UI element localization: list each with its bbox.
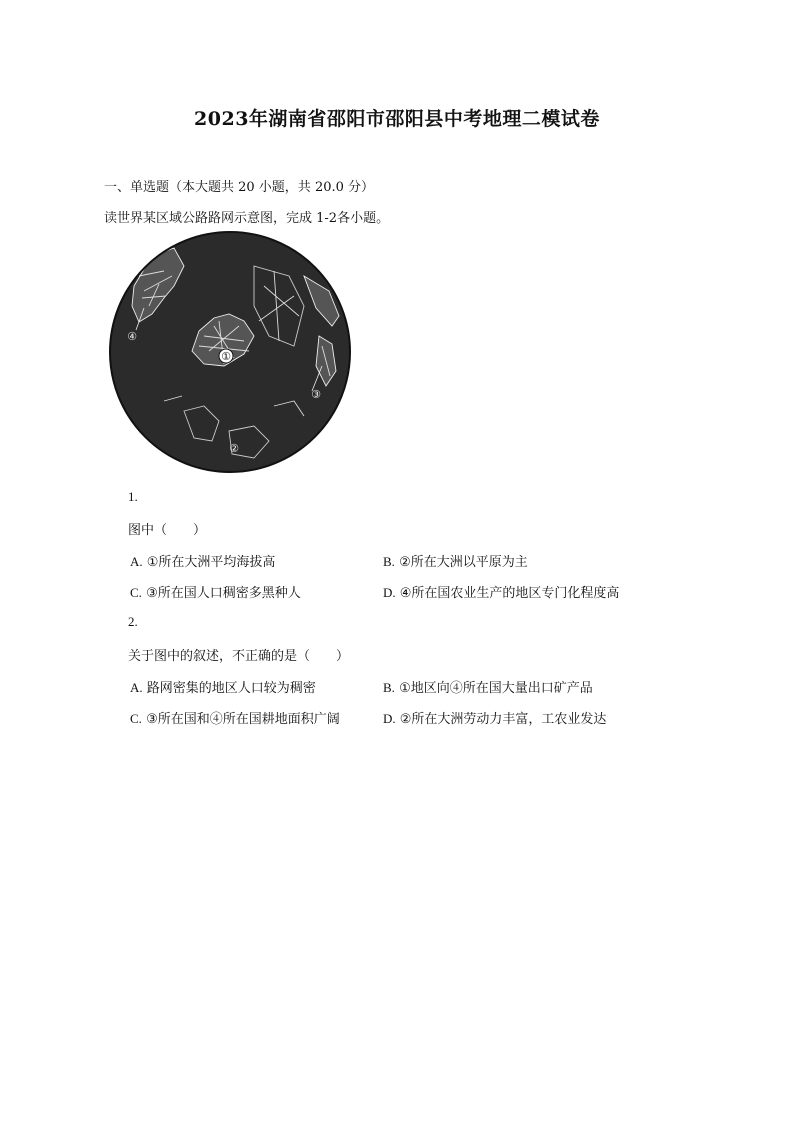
option-text: ③所在国和④所在国耕地面积广阔 — [146, 712, 340, 727]
option-text: ①地区向④所在国大量出口矿产品 — [399, 681, 593, 696]
q2-option-b[interactable] — [383, 677, 593, 696]
road-network-globe-map — [104, 226, 356, 478]
option-text: ④所在国农业生产的地区专门化程度高 — [399, 586, 620, 601]
option-label: D. — [383, 585, 396, 600]
option-label: C. — [130, 585, 142, 600]
option-text: ①所在大洲平均海拔高 — [146, 555, 276, 570]
q1-option-c[interactable] — [130, 582, 301, 601]
q2-option-c[interactable] — [130, 708, 340, 727]
option-text: ③所在国人口稠密多黑种人 — [146, 586, 301, 601]
option-label: A. — [130, 680, 143, 695]
q2-option-d[interactable] — [383, 708, 606, 727]
option-label: D. — [383, 711, 396, 726]
option-label: A. — [130, 554, 143, 569]
question-2-stem: 关于图中的叙述，不正确的是（ ） — [128, 649, 350, 664]
option-label: B. — [383, 554, 395, 569]
marker-2: ② — [229, 442, 239, 455]
question-2-number: 2. — [128, 614, 138, 629]
q1-option-d[interactable] — [383, 582, 619, 601]
marker-1: ① — [221, 350, 231, 363]
option-text: 路网密集的地区人口较为稠密 — [146, 681, 316, 696]
page-title: 2023年湖南省邵阳市邵阳县中考地理二模试卷 — [194, 108, 600, 130]
option-text: ②所在大洲以平原为主 — [399, 555, 528, 570]
marker-3: ③ — [311, 388, 321, 401]
option-label: C. — [130, 711, 142, 726]
section-heading: 一、单选题（本大题共 20 小题，共 20.0 分） — [104, 180, 375, 195]
q1-option-b[interactable] — [383, 551, 528, 570]
q1-option-a[interactable] — [130, 551, 275, 570]
question-1-stem: 图中（ ） — [128, 523, 207, 538]
option-label: B. — [383, 680, 395, 695]
marker-4: ④ — [127, 330, 137, 343]
question-intro: 读世界某区域公路路网示意图，完成 1-2各小题。 — [104, 211, 390, 226]
option-text: ②所在大洲劳动力丰富，工农业发达 — [399, 712, 607, 727]
question-1-number: 1. — [128, 489, 138, 504]
q2-option-a[interactable] — [130, 677, 316, 696]
